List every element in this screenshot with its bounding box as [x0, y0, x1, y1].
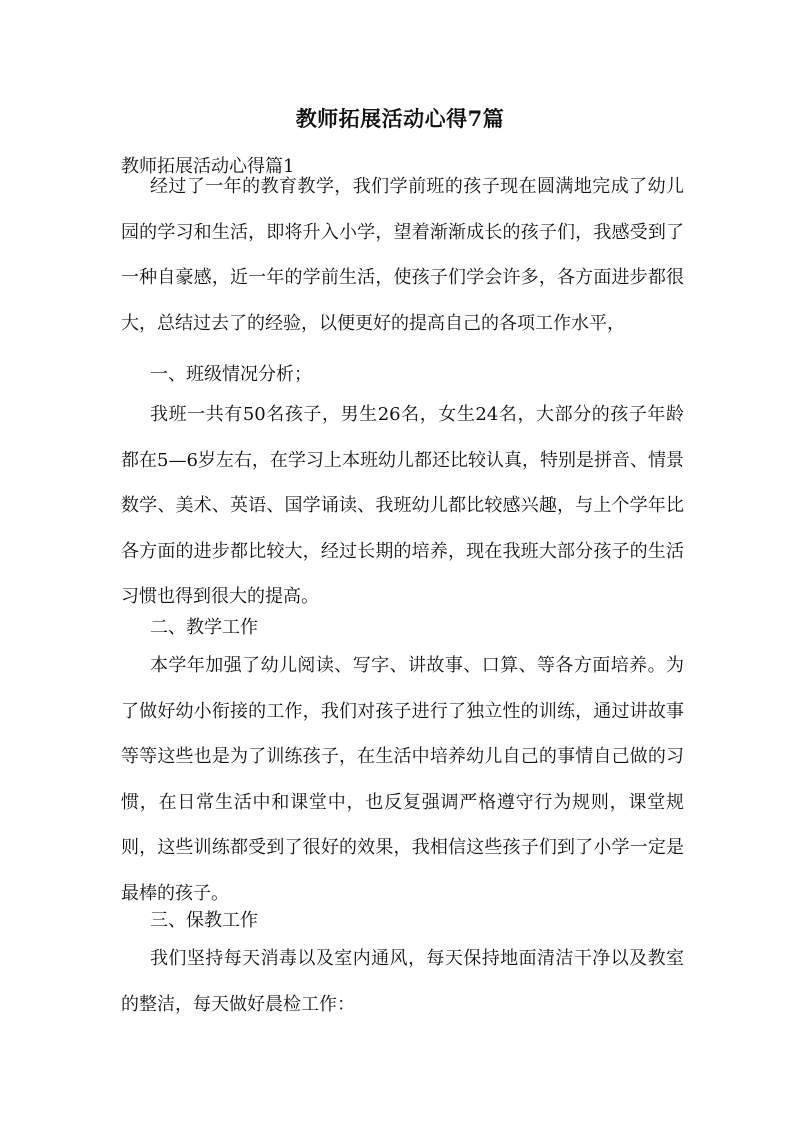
- section-heading-care-work: 三、保教工作: [150, 910, 258, 931]
- section-heading-class-analysis: 一、班级情况分析；: [150, 364, 312, 385]
- document-title: 教师拓展活动心得7篇: [295, 106, 505, 131]
- paragraph-care-work: 我们坚持每天消毒以及室内通风，每天保持地面清洁干净以及教室的整洁，每天做好晨检工作：: [121, 948, 684, 1015]
- section-heading-teaching-work: 二、教学工作: [150, 617, 258, 638]
- paragraph-class-analysis: 我班一共有50名孩子，男生26名，女生24名，大部分的孩子年龄都在5—6岁左右，在学习上本班幼儿都还比较认真，特别是拼音、情景数学、美术、英语、国学诵读、我班幼儿都比较感兴趣，与上个学年比各方面的进步都比较大，经过长期的培养，现在我班大部分孩子的生活习惯也得到很大的提高。: [121, 404, 684, 607]
- document-subtitle: 教师拓展活动心得篇1: [121, 156, 295, 177]
- paragraph-teaching-work: 本学年加强了幼儿阅读、写字、讲故事、口算、等各方面培养。为了做好幼小衔接的工作，我们对孩子进行了独立性的训练，通过讲故事等等这些也是为了训练孩子，在生活中培养幼儿自己的事情自己做的习惯，在日常生活中和课堂中，也反复强调严格遵守行为规则，课堂规则，这些训练都受到了很好的效果，我相信这些孩子们到了小学一定是最棒的孩子。: [121, 655, 684, 904]
- paragraph-intro: 经过了一年的教育教学，我们学前班的孩子现在圆满地完成了幼儿园的学习和生活，即将升入小学，望着渐渐成长的孩子们，我感受到了一种自豪感，近一年的学前生活，使孩子们学会许多，各方面进步都很大，总结过去了的经验，以便更好的提高自己的各项工作水平，: [121, 176, 684, 334]
